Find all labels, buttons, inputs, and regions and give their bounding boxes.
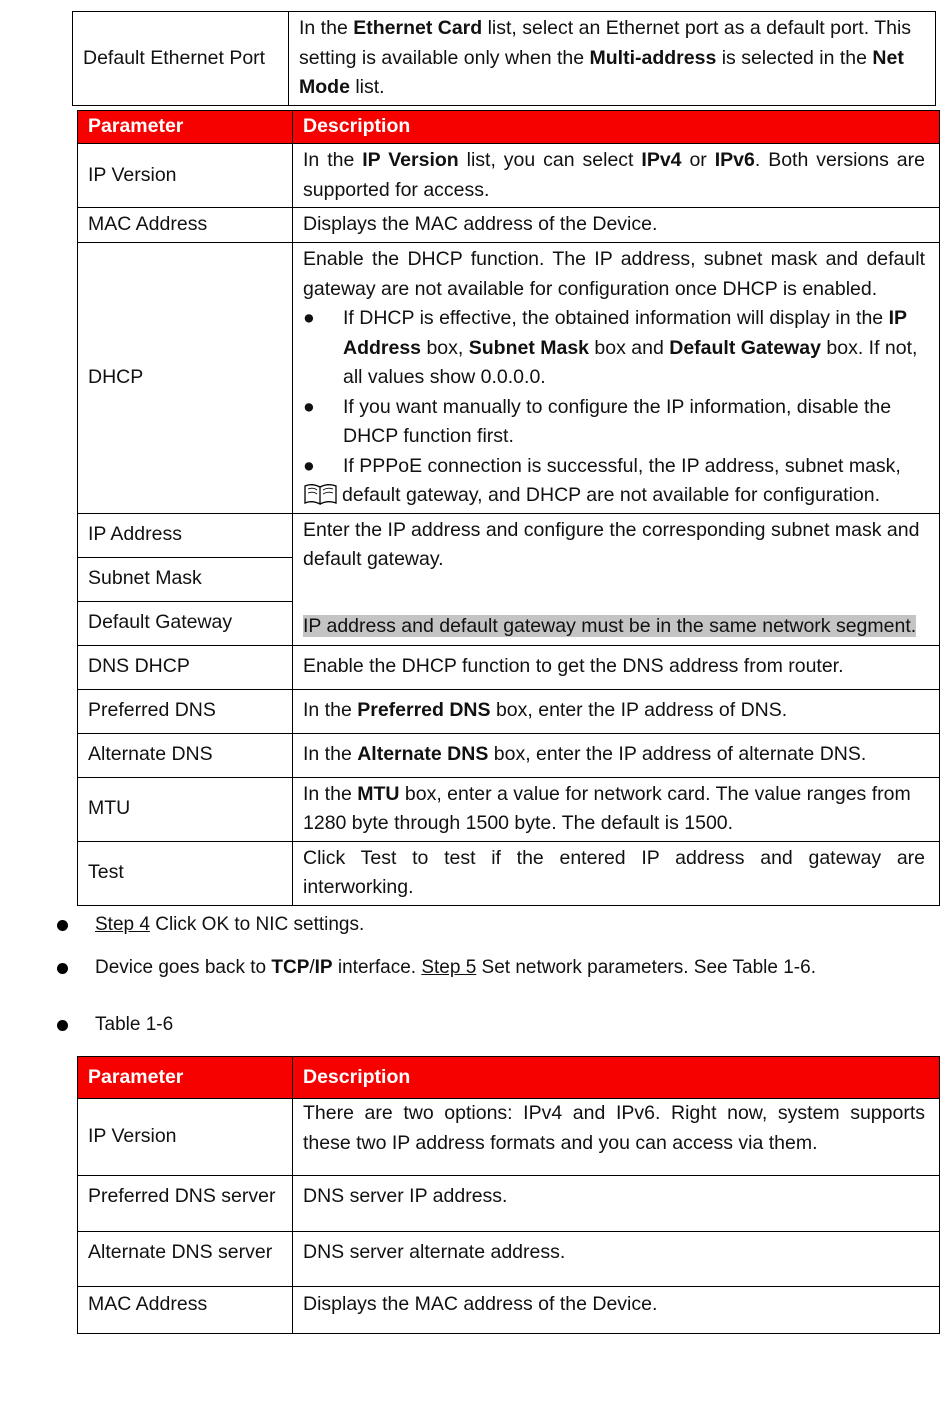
param-cell: Preferred DNS xyxy=(78,689,293,733)
table-row xyxy=(78,243,940,514)
bullet-dot xyxy=(57,1020,68,1031)
list-item: ● If you want manually to configure the IP information, disable the DHCP function first. xyxy=(303,395,892,447)
dhcp-intro: Enable the DHCP function. The IP address, subnet mask and default gateway are not available for configuration once DHCP is enabled. xyxy=(303,248,925,300)
header-parameter: Parameter xyxy=(78,111,293,144)
desc-cell: In the IP Version list, you can select IPv4 or IPv6. Both versions are supported for access. xyxy=(293,144,940,208)
desc-cell xyxy=(293,513,940,645)
param-cell: Default Gateway xyxy=(78,601,293,645)
param-cell: MAC Address xyxy=(78,208,293,243)
table-header-row xyxy=(78,111,940,144)
bullet-step-5: Device goes back to TCP/IP interface. Step 5 Set network parameters. See Table 1-6. xyxy=(57,957,816,979)
table-row xyxy=(78,1099,940,1176)
desc-cell: In the Preferred DNS box, enter the IP address of DNS. xyxy=(293,689,940,733)
list-item: ● If PPPoE connection is successful, the IP address, subnet mask, xyxy=(303,454,901,477)
table-row xyxy=(78,689,940,733)
desc-cell: Enable the DHCP function to get the DNS address from router. xyxy=(293,645,940,689)
param-cell: Preferred DNS server xyxy=(78,1176,293,1232)
header-parameter: Parameter xyxy=(78,1057,293,1099)
param-cell: MAC Address xyxy=(78,1287,293,1334)
desc-cell: Click Test to test if the entered IP address and gateway are interworking. xyxy=(293,841,940,905)
bullet-table-caption xyxy=(57,1014,173,1036)
book-icon xyxy=(303,483,338,505)
param-cell: Alternate DNS server xyxy=(78,1232,293,1287)
table-row xyxy=(78,841,940,905)
highlighted-note: IP address and default gateway must be in the same network segment. xyxy=(303,615,917,637)
desc-cell xyxy=(293,243,940,514)
desc-cell: DNS server alternate address. xyxy=(293,1232,940,1287)
table-row xyxy=(78,1287,940,1334)
top-table xyxy=(72,11,936,106)
table-caption: Table 1-6 xyxy=(95,1014,174,1035)
param-cell: Alternate DNS xyxy=(78,733,293,777)
desc-cell: In the MTU box, enter a value for network card. The value ranges from 1280 byte through 1500 byte. The default is 1500. xyxy=(293,777,940,841)
param-cell: DNS DHCP xyxy=(78,645,293,689)
desc-cell: In the Alternate DNS box, enter the IP address of alternate DNS. xyxy=(293,733,940,777)
desc-cell: Displays the MAC address of the Device. xyxy=(293,1287,940,1334)
table-row xyxy=(78,144,940,208)
bullet-dot xyxy=(57,920,68,931)
desc-cell: In the Ethernet Card list, select an Ethernet port as a default port. This setting is available only when the Multi-address is selected in the Net Mode list. xyxy=(289,12,936,106)
table-row xyxy=(78,1232,940,1287)
step-label: Step 5 xyxy=(421,957,477,978)
table-row xyxy=(78,513,940,557)
table-header-row xyxy=(78,1057,940,1099)
bullet-dot xyxy=(57,963,68,974)
table-row xyxy=(78,733,940,777)
list-item: ● If DHCP is effective, the obtained information will display in the IP Address box, Subnet Mask box and Default Gateway box. If not, all values show 0.0.0.0. xyxy=(303,307,918,388)
param-cell: DHCP xyxy=(78,243,293,514)
desc-cell: DNS server IP address. xyxy=(293,1176,940,1232)
param-cell: Test xyxy=(78,841,293,905)
param-cell: MTU xyxy=(78,777,293,841)
table-1-6 xyxy=(77,1056,940,1334)
desc-cell: Displays the MAC address of the Device. xyxy=(293,208,940,243)
note-line: default gateway, and DHCP are not available for configuration. xyxy=(303,481,925,511)
network-parameter-table xyxy=(77,110,940,906)
header-description: Description xyxy=(293,111,940,144)
param-cell: Default Ethernet Port xyxy=(73,12,289,106)
table-row xyxy=(78,1176,940,1232)
header-description: Description xyxy=(293,1057,940,1099)
step-label: Step 4 xyxy=(95,914,150,935)
ip-group-desc: Enter the IP address and configure the corresponding subnet mask and default gateway. xyxy=(303,518,920,570)
param-cell: IP Address xyxy=(78,513,293,557)
bullet-step-4: Step 4 Click OK to NIC settings. xyxy=(57,914,364,936)
param-cell: IP Version xyxy=(78,1099,293,1176)
param-cell: Subnet Mask xyxy=(78,557,293,601)
table-row xyxy=(78,777,940,841)
table-row xyxy=(78,645,940,689)
table-row xyxy=(78,208,940,243)
desc-cell: There are two options: IPv4 and IPv6. Right now, system supports these two IP address formats and you can access via them. xyxy=(293,1099,940,1176)
param-cell: IP Version xyxy=(78,144,293,208)
